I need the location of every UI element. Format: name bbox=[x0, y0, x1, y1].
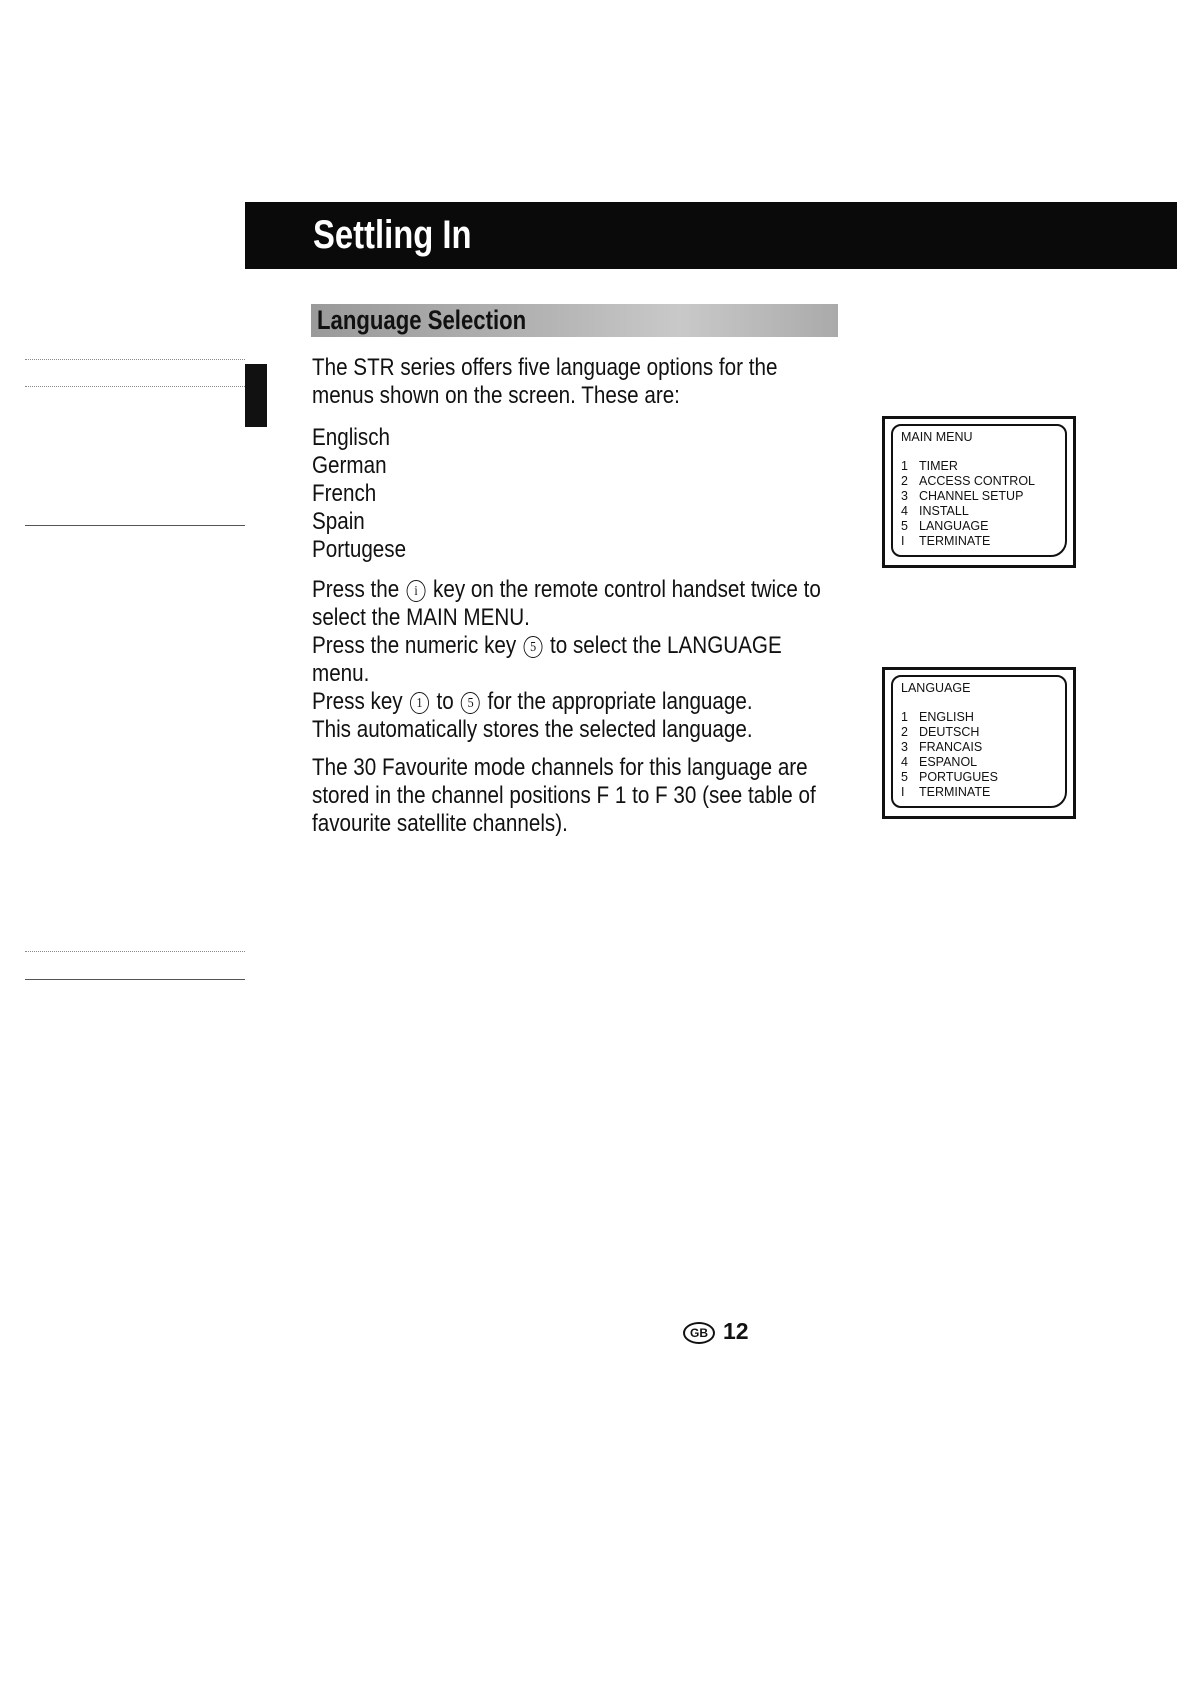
instruction-line bbox=[312, 688, 776, 716]
page-footer bbox=[683, 1318, 749, 1346]
menu-row-number: 5 bbox=[901, 519, 908, 533]
menu-row-number: I bbox=[901, 785, 905, 799]
menu-row bbox=[901, 474, 1059, 489]
menu-row bbox=[901, 725, 1059, 740]
info-key-icon: i bbox=[407, 580, 426, 602]
instruction-line: This automatically stores the selected language. bbox=[312, 716, 753, 743]
favourites-line: The 30 Favourite mode channels for this language are bbox=[312, 754, 808, 781]
instruction-text: Press the numeric key bbox=[312, 632, 517, 659]
menu-row-number: I bbox=[901, 534, 905, 548]
menu-row bbox=[901, 489, 1059, 504]
menu-row-label: CHANNEL SETUP bbox=[919, 489, 1024, 503]
language-list-item: Portugese bbox=[312, 536, 407, 563]
menu-row-label: LANGUAGE bbox=[919, 519, 989, 533]
menu-row-label: ESPANOL bbox=[919, 755, 978, 769]
menu-row-number: 3 bbox=[901, 740, 908, 754]
menu-row bbox=[901, 519, 1059, 534]
section-header-bar bbox=[311, 304, 838, 337]
favourites-paragraph bbox=[312, 754, 816, 838]
key-5-icon: 5 bbox=[524, 636, 543, 658]
language-list-item: Spain bbox=[312, 508, 365, 535]
menu-row-label: ACCESS CONTROL bbox=[919, 474, 1035, 488]
margin-rule bbox=[25, 951, 245, 952]
margin-rule bbox=[25, 525, 245, 526]
menu-row bbox=[901, 785, 1059, 800]
language-menu-title: LANGUAGE bbox=[901, 681, 971, 695]
menu-row-number: 2 bbox=[901, 474, 908, 488]
section-title: Language Selection bbox=[317, 305, 527, 335]
main-menu-screen bbox=[882, 416, 1076, 568]
intro-line: menus shown on the screen. These are: bbox=[312, 382, 680, 409]
margin-marker bbox=[245, 364, 267, 427]
menu-row-label: INSTALL bbox=[919, 504, 969, 518]
language-menu-screen-inner bbox=[891, 675, 1067, 808]
menu-row-number: 2 bbox=[901, 725, 908, 739]
instruction-line bbox=[312, 632, 782, 660]
instructions-paragraph bbox=[312, 576, 821, 744]
instruction-text: for the appropriate language. bbox=[487, 688, 753, 715]
intro-paragraph bbox=[312, 354, 776, 410]
menu-row-label: DEUTSCH bbox=[919, 725, 980, 739]
menu-row-number: 5 bbox=[901, 770, 908, 784]
favourites-line: stored in the channel positions F 1 to F 30 (see table of bbox=[312, 782, 816, 809]
margin-rule bbox=[25, 359, 245, 360]
chapter-title: Settling In bbox=[313, 213, 472, 257]
menu-row-label: TERMINATE bbox=[919, 534, 991, 548]
instruction-line: menu. bbox=[312, 660, 370, 687]
menu-row-label: FRANCAIS bbox=[919, 740, 983, 754]
menu-row-number: 4 bbox=[901, 755, 908, 769]
margin-rule bbox=[25, 979, 245, 980]
language-list-item: Englisch bbox=[312, 424, 391, 451]
instruction-text: Press the bbox=[312, 576, 400, 603]
instruction-text: to bbox=[436, 688, 454, 715]
instruction-text: Press key bbox=[312, 688, 403, 715]
menu-row-label: ENGLISH bbox=[919, 710, 974, 724]
main-menu-screen-inner bbox=[891, 424, 1067, 557]
menu-row bbox=[901, 710, 1059, 725]
menu-row bbox=[901, 755, 1059, 770]
language-list bbox=[312, 424, 484, 564]
main-menu-title: MAIN MENU bbox=[901, 430, 973, 444]
menu-row-label: TERMINATE bbox=[919, 785, 991, 799]
key-1-icon: 1 bbox=[410, 692, 429, 714]
menu-row-number: 4 bbox=[901, 504, 908, 518]
chapter-header-bar bbox=[245, 202, 1177, 269]
menu-row-number: 1 bbox=[901, 459, 908, 473]
page-number: 12 bbox=[723, 1318, 749, 1344]
menu-row bbox=[901, 459, 1059, 474]
margin-rule bbox=[25, 386, 245, 387]
instruction-text: to select the LANGUAGE bbox=[550, 632, 782, 659]
favourites-line: favourite satellite channels). bbox=[312, 810, 568, 837]
intro-line: The STR series offers five language options for the bbox=[312, 354, 778, 381]
language-list-item: French bbox=[312, 480, 377, 507]
menu-row bbox=[901, 534, 1059, 549]
menu-row bbox=[901, 504, 1059, 519]
language-list-item: German bbox=[312, 452, 387, 479]
language-menu-screen bbox=[882, 667, 1076, 819]
instruction-text: key on the remote control handset twice to bbox=[433, 576, 821, 603]
menu-row-label: TIMER bbox=[919, 459, 958, 473]
menu-row bbox=[901, 740, 1059, 755]
gb-country-badge: GB bbox=[683, 1322, 715, 1344]
menu-row-label: PORTUGUES bbox=[919, 770, 998, 784]
instruction-line bbox=[312, 576, 821, 604]
menu-row-number: 3 bbox=[901, 489, 908, 503]
instruction-line: select the MAIN MENU. bbox=[312, 604, 530, 631]
menu-row-number: 1 bbox=[901, 710, 908, 724]
menu-row bbox=[901, 770, 1059, 785]
key-5-icon: 5 bbox=[461, 692, 480, 714]
